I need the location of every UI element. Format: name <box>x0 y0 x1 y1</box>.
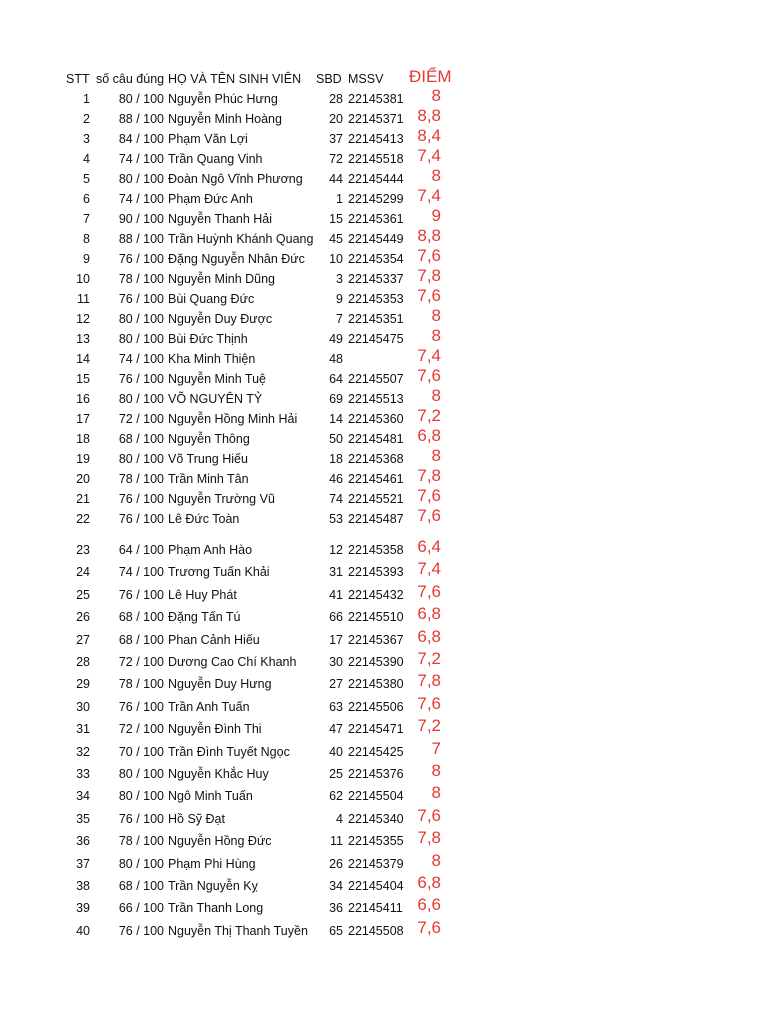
score-cell: 6,8 <box>417 426 441 445</box>
student-name-cell: Đặng Tấn Tú <box>168 610 241 625</box>
score-cell: 9 <box>431 206 441 225</box>
mssv-cell: 22145360 <box>348 412 404 426</box>
correct-count-cell: 80 / 100 <box>118 92 164 106</box>
sbd-cell: 11 <box>330 834 343 849</box>
mssv-cell: 22145521 <box>348 492 404 506</box>
stt-cell: 25 <box>76 587 90 602</box>
correct-count-cell: 80 / 100 <box>118 392 164 406</box>
mssv-cell: 22145355 <box>348 834 404 849</box>
score-cell: 7,8 <box>417 466 441 485</box>
student-name-cell: Phan Cảnh Hiếu <box>168 632 260 647</box>
stt-cell: 39 <box>76 901 90 916</box>
stt-cell: 8 <box>83 232 90 246</box>
stt-cell: 30 <box>76 699 90 714</box>
stt-cell: 22 <box>76 512 90 526</box>
student-name-cell: VÕ NGUYÊN TỶ <box>168 392 263 406</box>
correct-count-cell: 80 / 100 <box>118 452 164 466</box>
sbd-cell: 14 <box>329 412 343 426</box>
stt-cell: 1 <box>83 92 90 106</box>
student-name-cell: Nguyễn Duy Hưng <box>168 677 272 692</box>
correct-count-cell: 76 / 100 <box>118 699 164 714</box>
mssv-cell: 22145353 <box>348 292 404 306</box>
table-row <box>0 537 768 560</box>
student-name-cell: Nguyễn Thông <box>168 432 250 446</box>
table-row <box>0 126 768 149</box>
mssv-cell: 22145404 <box>348 879 404 893</box>
student-name-cell: Nguyễn Đình Thi <box>168 722 262 737</box>
mssv-cell: 22145506 <box>348 699 404 714</box>
sbd-cell: 10 <box>329 252 343 266</box>
correct-count-cell: 80 / 100 <box>118 789 164 804</box>
score-cell: 8 <box>431 306 441 325</box>
correct-count-cell: 80 / 100 <box>118 172 164 186</box>
correct-count-cell: 76 / 100 <box>118 512 164 526</box>
table-row <box>0 366 768 389</box>
mssv-cell: 22145371 <box>348 112 404 126</box>
score-cell: 8 <box>431 761 441 780</box>
correct-count-cell: 68 / 100 <box>118 879 164 893</box>
stt-cell: 27 <box>76 632 90 647</box>
score-cell: 7,6 <box>417 486 441 505</box>
correct-count-cell: 80 / 100 <box>118 312 164 326</box>
score-cell: 7,4 <box>417 186 441 205</box>
sbd-cell: 3 <box>336 272 343 286</box>
student-name-cell: Bùi Đức Thịnh <box>168 332 248 346</box>
score-cell: 7,4 <box>417 559 441 579</box>
table-row <box>0 850 768 874</box>
mssv-cell: 22145449 <box>348 232 404 246</box>
score-cell: 7,8 <box>417 828 441 848</box>
correct-count-cell: 76 / 100 <box>118 492 164 506</box>
sbd-cell: 4 <box>336 811 343 826</box>
stt-cell: 24 <box>76 565 90 580</box>
sbd-cell: 74 <box>329 492 343 506</box>
table-row <box>0 466 768 489</box>
correct-count-cell: 72 / 100 <box>118 655 164 669</box>
correct-count-cell: 78 / 100 <box>118 472 164 486</box>
stt-cell: 11 <box>77 292 90 306</box>
sbd-cell: 20 <box>329 112 343 126</box>
sbd-cell: 1 <box>336 192 343 206</box>
student-name-cell: Trần Anh Tuấn <box>168 699 250 714</box>
student-name-cell: Nguyễn Khắc Huy <box>168 767 269 781</box>
sbd-cell: 53 <box>329 512 343 526</box>
correct-count-cell: 74 / 100 <box>118 152 164 166</box>
correct-count-cell: 78 / 100 <box>118 677 164 692</box>
score-cell: 7,6 <box>417 805 441 825</box>
score-cell: 7,6 <box>417 693 441 713</box>
sbd-cell: 7 <box>336 312 343 326</box>
stt-cell: 12 <box>76 312 90 326</box>
score-cell: 8,8 <box>417 106 441 125</box>
header-sbd: SBD <box>316 72 342 86</box>
student-name-cell: Phạm Anh Hào <box>168 543 253 557</box>
correct-count-cell: 84 / 100 <box>118 132 164 146</box>
student-name-cell: Phạm Đức Anh <box>168 192 253 206</box>
sbd-cell: 31 <box>329 565 343 580</box>
score-cell: 7,2 <box>417 649 441 668</box>
mssv-cell: 22145475 <box>348 332 404 346</box>
mssv-cell: 22145508 <box>348 923 404 938</box>
table-row <box>0 506 768 529</box>
table-row <box>0 266 768 289</box>
stt-cell: 29 <box>76 677 90 692</box>
student-name-cell: Trần Quang Vinh <box>168 152 263 166</box>
correct-count-cell: 90 / 100 <box>118 212 164 226</box>
sbd-cell: 18 <box>329 452 343 466</box>
sbd-cell: 15 <box>329 212 343 226</box>
header-mssv: MSSV <box>348 72 384 86</box>
correct-count-cell: 78 / 100 <box>118 272 164 286</box>
stt-cell: 6 <box>83 192 90 206</box>
table-row <box>0 649 768 672</box>
stt-cell: 3 <box>83 132 90 146</box>
score-cell: 8,4 <box>417 126 441 145</box>
score-cell: 8,8 <box>417 226 441 245</box>
student-name-cell: Kha Minh Thiện <box>168 352 256 366</box>
mssv-cell: 22145358 <box>348 543 404 557</box>
score-cell: 7,6 <box>417 506 441 525</box>
student-name-cell: Lê Đức Toàn <box>168 512 240 526</box>
stt-cell: 33 <box>76 767 90 781</box>
score-cell: 8 <box>431 850 441 870</box>
sbd-cell: 9 <box>336 292 343 306</box>
sbd-cell: 49 <box>329 332 343 346</box>
correct-count-cell: 88 / 100 <box>118 112 164 126</box>
table-row <box>0 166 768 189</box>
score-cell: 7,4 <box>417 346 441 365</box>
table-row <box>0 626 768 650</box>
mssv-cell: 22145380 <box>348 677 404 692</box>
mssv-cell: 22145481 <box>348 432 404 446</box>
stt-cell: 35 <box>76 811 90 826</box>
sbd-cell: 12 <box>329 543 343 557</box>
student-name-cell: Nguyễn Duy Được <box>168 312 273 326</box>
mssv-cell: 22145471 <box>348 722 404 737</box>
stt-cell: 2 <box>83 112 90 126</box>
score-cell: 8 <box>431 446 441 465</box>
table-row <box>0 783 768 806</box>
score-cell: 7 <box>431 738 441 758</box>
sbd-cell: 37 <box>329 132 343 146</box>
table-row <box>0 406 768 429</box>
student-name-cell: Nguyễn Hồng Minh Hải <box>168 412 298 426</box>
score-cell: 6,4 <box>417 537 441 556</box>
stt-cell: 18 <box>76 432 90 446</box>
student-name-cell: Nguyễn Minh Dũng <box>168 272 276 286</box>
mssv-cell: 22145351 <box>348 312 404 326</box>
table-row <box>0 486 768 509</box>
stt-cell: 13 <box>76 332 90 346</box>
score-cell: 7,6 <box>417 366 441 385</box>
correct-count-cell: 80 / 100 <box>118 332 164 346</box>
score-cell: 8 <box>431 86 441 105</box>
header-student-name: HỌ VÀ TÊN SINH VIÊN <box>168 72 302 86</box>
score-cell: 7,4 <box>417 146 441 165</box>
mssv-cell: 22145425 <box>348 744 404 759</box>
mssv-cell: 22145513 <box>348 392 404 406</box>
student-name-cell: Nguyễn Hồng Đức <box>168 834 272 849</box>
correct-count-cell: 76 / 100 <box>118 923 164 938</box>
correct-count-cell: 76 / 100 <box>118 587 164 602</box>
mssv-cell: 22145461 <box>348 472 404 486</box>
correct-count-cell: 68 / 100 <box>118 432 164 446</box>
correct-count-cell: 80 / 100 <box>118 767 164 781</box>
score-cell: 6,6 <box>417 895 441 915</box>
student-name-cell: Võ Trung Hiếu <box>168 452 248 466</box>
stt-cell: 23 <box>76 543 90 557</box>
sbd-cell: 47 <box>329 722 343 737</box>
stt-cell: 21 <box>76 492 90 506</box>
correct-count-cell: 66 / 100 <box>118 901 164 916</box>
stt-cell: 9 <box>83 252 90 266</box>
student-name-cell: Đặng Nguyễn Nhân Đức <box>168 252 305 266</box>
sbd-cell: 25 <box>329 767 343 781</box>
mssv-cell: 22145379 <box>348 856 404 871</box>
student-name-cell: Trương Tuấn Khải <box>168 565 270 580</box>
table-row <box>0 828 768 851</box>
student-name-cell: Phạm Phi Hùng <box>168 856 256 871</box>
table-row <box>0 246 768 269</box>
student-name-cell: Nguyễn Minh Tuệ <box>168 372 266 386</box>
mssv-cell: 22145381 <box>348 92 404 106</box>
table-row <box>0 326 768 349</box>
header-score: ĐIỂM <box>409 67 452 86</box>
correct-count-cell: 72 / 100 <box>118 722 164 737</box>
mssv-cell: 22145487 <box>348 512 404 526</box>
student-name-cell: Trần Huỳnh Khánh Quang <box>168 232 314 246</box>
sbd-cell: 27 <box>329 677 343 692</box>
correct-count-cell: 76 / 100 <box>118 372 164 386</box>
sbd-cell: 63 <box>329 699 343 714</box>
table-row <box>0 226 768 249</box>
stt-cell: 15 <box>76 372 90 386</box>
student-name-cell: Trần Nguyễn Kỵ <box>168 879 258 893</box>
mssv-cell: 22145432 <box>348 587 404 602</box>
table-row <box>0 146 768 169</box>
sbd-cell: 69 <box>329 392 343 406</box>
header-stt: STT <box>66 72 90 86</box>
sbd-cell: 34 <box>329 879 343 893</box>
score-cell: 7,2 <box>417 716 441 736</box>
student-name-cell: Dương Cao Chí Khanh <box>168 655 297 669</box>
student-name-cell: Nguyễn Minh Hoàng <box>168 112 282 126</box>
table-row <box>0 604 768 627</box>
table-row <box>0 716 768 739</box>
mssv-cell: 22145354 <box>348 252 404 266</box>
student-name-cell: Hồ Sỹ Đạt <box>168 811 225 826</box>
table-row <box>0 895 768 918</box>
sbd-cell: 65 <box>329 923 343 938</box>
sbd-cell: 72 <box>329 152 343 166</box>
student-name-cell: Lê Huy Phát <box>168 587 237 602</box>
stt-cell: 20 <box>76 472 90 486</box>
correct-count-cell: 74 / 100 <box>118 192 164 206</box>
table-row <box>0 446 768 469</box>
student-name-cell: Nguyễn Thị Thanh Tuyền <box>168 923 308 938</box>
sbd-cell: 44 <box>329 172 343 186</box>
sbd-cell: 28 <box>329 92 343 106</box>
student-name-cell: Trần Minh Tân <box>168 472 249 486</box>
correct-count-cell: 68 / 100 <box>118 610 164 625</box>
table-row <box>0 917 768 941</box>
stt-cell: 4 <box>83 152 90 166</box>
stt-cell: 36 <box>76 834 90 849</box>
stt-cell: 17 <box>76 412 90 426</box>
score-cell: 8 <box>431 326 441 345</box>
correct-count-cell: 88 / 100 <box>118 232 164 246</box>
stt-cell: 37 <box>76 856 90 871</box>
student-name-cell: Nguyễn Trường Vũ <box>168 492 275 506</box>
sbd-cell: 36 <box>329 901 343 916</box>
mssv-cell: 22145507 <box>348 372 404 386</box>
correct-count-cell: 74 / 100 <box>118 565 164 580</box>
header-correct-count: số câu đúng <box>96 72 165 86</box>
table-row <box>0 559 768 582</box>
table-row <box>0 206 768 229</box>
sbd-cell: 45 <box>329 232 343 246</box>
table-row <box>0 346 768 369</box>
score-cell: 8 <box>431 166 441 185</box>
sbd-cell: 64 <box>329 372 343 386</box>
correct-count-cell: 74 / 100 <box>118 352 164 366</box>
mssv-cell: 22145337 <box>348 272 404 286</box>
score-cell: 8 <box>431 783 441 803</box>
mssv-cell: 22145368 <box>348 452 404 466</box>
correct-count-cell: 76 / 100 <box>118 292 164 306</box>
sbd-cell: 17 <box>329 632 343 647</box>
mssv-cell: 22145390 <box>348 655 404 669</box>
correct-count-cell: 70 / 100 <box>118 744 164 759</box>
score-cell: 7,6 <box>417 246 441 265</box>
mssv-cell: 22145361 <box>348 212 404 226</box>
score-cell: 7,6 <box>417 286 441 305</box>
table-row <box>0 86 768 109</box>
mssv-cell: 22145367 <box>348 632 404 647</box>
table-row <box>0 805 768 829</box>
sbd-cell: 66 <box>329 610 343 625</box>
table-row <box>0 761 768 784</box>
score-cell: 7,6 <box>417 581 441 601</box>
stt-cell: 38 <box>76 879 90 893</box>
student-name-cell: Phạm Văn Lợi <box>168 132 248 146</box>
stt-cell: 19 <box>76 452 90 466</box>
stt-cell: 14 <box>76 352 90 366</box>
stt-cell: 40 <box>76 923 90 938</box>
score-cell: 7,8 <box>417 671 441 691</box>
stt-cell: 7 <box>83 212 90 226</box>
correct-count-cell: 80 / 100 <box>118 856 164 871</box>
correct-count-cell: 76 / 100 <box>118 252 164 266</box>
table-row <box>0 581 768 605</box>
header-row <box>0 69 768 89</box>
sbd-cell: 30 <box>329 655 343 669</box>
stt-cell: 34 <box>76 789 90 804</box>
sbd-cell: 26 <box>329 856 343 871</box>
sbd-cell: 50 <box>329 432 343 446</box>
stt-cell: 31 <box>76 722 90 737</box>
sbd-cell: 62 <box>329 789 343 804</box>
score-cell: 6,8 <box>417 604 441 624</box>
score-cell: 6,8 <box>417 873 441 892</box>
score-cell: 7,6 <box>417 917 441 937</box>
mssv-cell: 22145504 <box>348 789 404 804</box>
table-row <box>0 426 768 449</box>
mssv-cell: 22145340 <box>348 811 404 826</box>
table-row <box>0 693 768 717</box>
mssv-cell: 22145444 <box>348 172 404 186</box>
score-cell: 6,8 <box>417 626 441 646</box>
correct-count-cell: 76 / 100 <box>118 811 164 826</box>
table-row <box>0 306 768 329</box>
stt-cell: 16 <box>76 392 90 406</box>
mssv-cell: 22145413 <box>348 132 404 146</box>
student-name-cell: Trần Đình Tuyết Ngọc <box>168 744 290 759</box>
student-name-cell: Nguyễn Phúc Hưng <box>168 92 278 106</box>
student-name-cell: Nguyễn Thanh Hải <box>168 212 273 226</box>
table-row <box>0 873 768 896</box>
score-cell: 7,8 <box>417 266 441 285</box>
stt-cell: 10 <box>76 272 90 286</box>
stt-cell: 32 <box>76 744 90 759</box>
mssv-cell: 22145411 <box>348 901 403 916</box>
table-row <box>0 671 768 694</box>
table-row <box>0 386 768 409</box>
student-name-cell: Trần Thanh Long <box>168 901 264 916</box>
student-name-cell: Bùi Quang Đức <box>168 292 255 306</box>
table-row <box>0 738 768 762</box>
mssv-cell: 22145299 <box>348 192 404 206</box>
mssv-cell: 22145393 <box>348 565 404 580</box>
correct-count-cell: 68 / 100 <box>118 632 164 647</box>
correct-count-cell: 64 / 100 <box>118 543 164 557</box>
correct-count-cell: 78 / 100 <box>118 834 164 849</box>
table-row <box>0 286 768 309</box>
mssv-cell: 22145518 <box>348 152 404 166</box>
table-row <box>0 186 768 209</box>
sbd-cell: 41 <box>329 587 343 602</box>
mssv-cell: 22145376 <box>348 767 404 781</box>
stt-cell: 5 <box>83 172 90 186</box>
score-cell: 7,2 <box>417 406 441 425</box>
mssv-cell: 22145510 <box>348 610 404 625</box>
stt-cell: 26 <box>76 610 90 625</box>
stt-cell: 28 <box>76 655 90 669</box>
table-row <box>0 106 768 129</box>
sbd-cell: 48 <box>329 352 343 366</box>
sbd-cell: 40 <box>329 744 343 759</box>
correct-count-cell: 72 / 100 <box>118 412 164 426</box>
student-name-cell: Ngô Minh Tuấn <box>168 789 253 804</box>
sbd-cell: 46 <box>329 472 343 486</box>
student-name-cell: Đoàn Ngô Vĩnh Phương <box>168 172 303 186</box>
score-cell: 8 <box>431 386 441 405</box>
